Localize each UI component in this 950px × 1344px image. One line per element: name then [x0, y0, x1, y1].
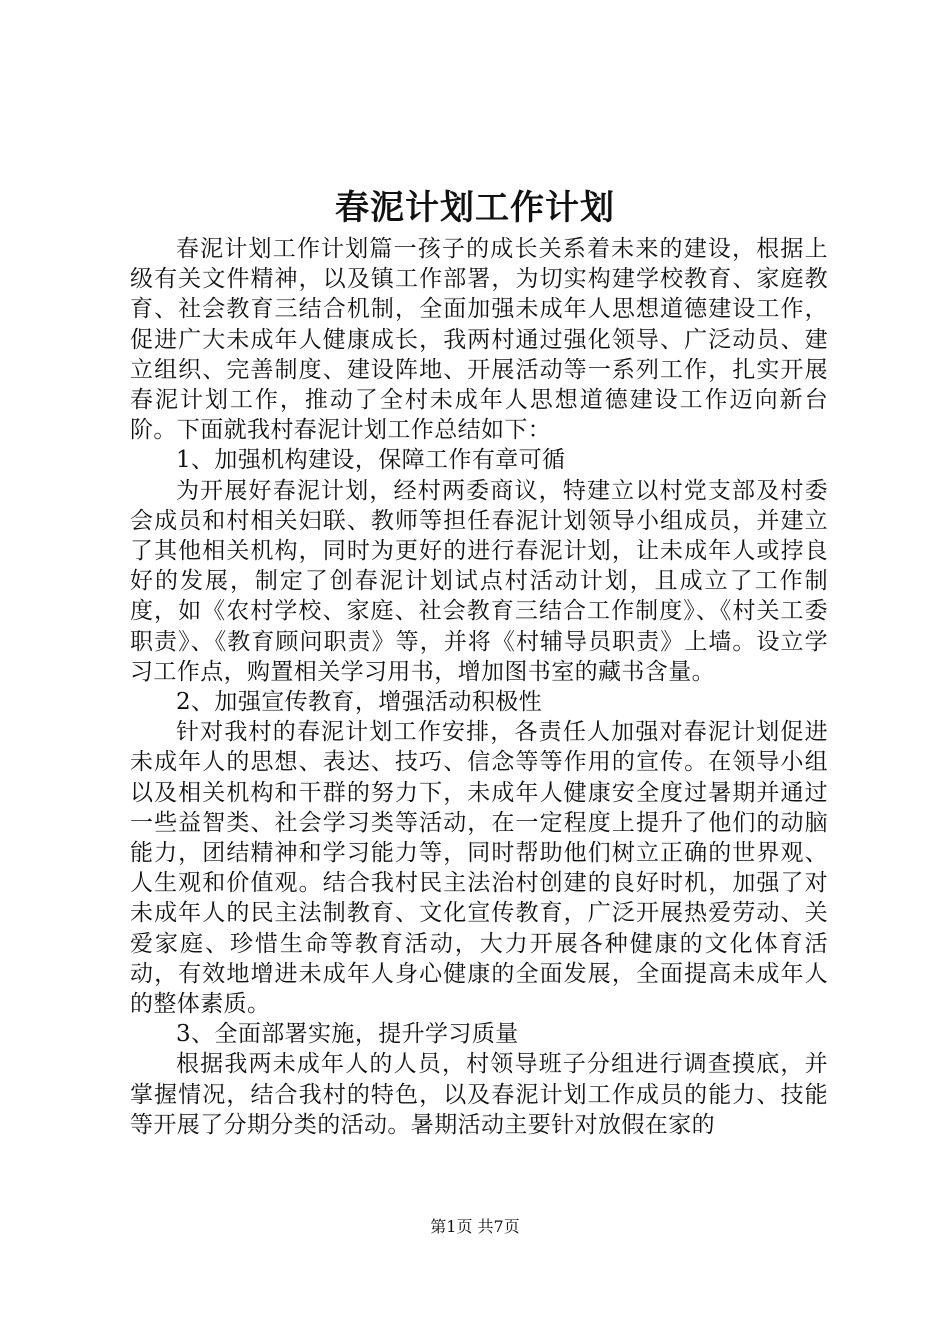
paragraph-section-2: 针对我村的春泥计划工作安排，各责任人加强对春泥计划促进未成年人的思想、表达、技巧、信念等等作用的宣传。在领导小组以及相关机构和干群的努力下，未成年人健康安全度过暑期并通过一些益智类、社会学习类等活动，在一定程度上提升了他们的动脑能力，团结精神和学习能力等，同时帮助他们树立正确的世界观、人生观和价值观。结合我村民主法治村创建的良好时机，加强了对未成年人的民主法制教育、文化宣传教育，广泛开展热爱劳动、关爱家庭、珍惜生命等教育活动，大力开展各种健康的文化体育活动，有效地增进未成年人身心健康的全面发展，全面提高未成年人的整体素质。	[130, 719, 828, 1018]
page-number-footer: 第1页 共7页	[430, 1217, 520, 1236]
section-heading-3: 3、全面部署实施，提升学习质量	[176, 1021, 519, 1048]
paragraph-section-1: 为开展好春泥计划，经村两委商议，特建立以村党支部及村委会成员和村相关妇联、教师等担任春泥计划领导小组成员，并建立了其他相关机构，同时为更好的进行春泥计划，让未成年人或挬良好的发展，制定了创春泥计划试点村活动计划，且成立了工作制度，如《农村学校、家庭、社会教育三结合工作制度》、《村关工委职责》、《教育顾问职责》等，并将《村辅导员职责》上墙。设立学习工作点，购置相关学习用书，增加图书室的藏书含量。	[130, 477, 828, 685]
paragraph-section-3: 根据我两未成年人的人员，村领导班子分组进行调查摸底，并掌握情况，结合我村的特色，以及春泥计划工作成员的能力、技能等开展了分期分类的活动。暑期活动主要针对放假在家的	[130, 1051, 828, 1138]
paragraph-intro: 春泥计划工作计划篇一孩子的成长关系着未来的建设，根据上级有关文件精神，以及镇工作部署，为切实构建学校教育、家庭教育、社会教育三结合机制，全面加强未成年人思想道德建设工作，促进广大未成年人健康成长，我两村通过强化领导、广泛动员、建立组织、完善制度、建设阵地、开展活动等一系列工作，扎实开展春泥计划工作，推动了全村未成年人思想道德建设工作迈向新台阶。下面就我村春泥计划工作总结如下：	[130, 236, 828, 444]
document-body	[130, 234, 828, 1140]
section-heading-1: 1、加强机构建设，保障工作有章可循	[176, 447, 566, 474]
page-title: 春泥计划工作计划	[335, 188, 615, 228]
section-heading-2: 2、加强宣传教育，增强活动积极性	[176, 689, 543, 716]
